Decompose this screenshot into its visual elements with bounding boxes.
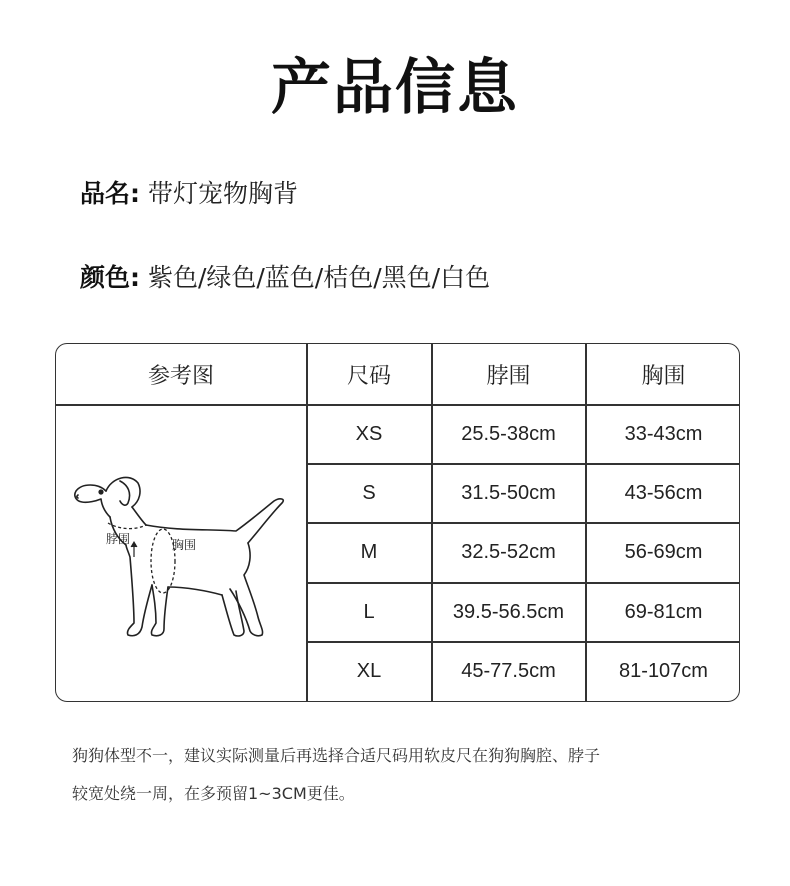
chest-diagram-label: 胸围 bbox=[172, 538, 197, 552]
size-cell: S bbox=[362, 481, 376, 504]
page-title: 产品信息 bbox=[271, 53, 519, 123]
size-cell: M bbox=[360, 541, 378, 563]
dog-outline-icon bbox=[75, 477, 283, 636]
neck-cell: 45-77.5cm bbox=[461, 659, 556, 682]
arrow-head-icon bbox=[131, 542, 137, 547]
size-cell: XL bbox=[356, 659, 382, 682]
product-colors-label: 颜色: bbox=[80, 263, 140, 292]
chest-cell: 69-81cm bbox=[624, 600, 703, 623]
header-neck: 脖围 bbox=[486, 363, 531, 389]
neck-cell: 32.5-52cm bbox=[461, 541, 556, 563]
chest-cell: 56-69cm bbox=[624, 541, 703, 563]
dog-measurement-diagram bbox=[68, 439, 298, 649]
header-size: 尺码 bbox=[346, 363, 391, 389]
neck-cell: 25.5-38cm bbox=[461, 422, 556, 445]
measurement-note-line-1: 狗狗体型不一，建议实际测量后再选择合适尺码用软皮尺在狗狗胸腔、脖子 bbox=[72, 746, 601, 765]
product-colors-value: 紫色/绿色/蓝色/桔色/黑色/白色 bbox=[147, 263, 491, 292]
product-colors-line bbox=[80, 258, 490, 294]
size-cell: XS bbox=[355, 422, 383, 445]
chest-cell: 81-107cm bbox=[619, 659, 708, 682]
chest-cell: 33-43cm bbox=[624, 422, 703, 445]
product-name-line bbox=[80, 174, 298, 210]
chest-cell: 43-56cm bbox=[624, 481, 703, 504]
header-chest: 胸围 bbox=[641, 363, 686, 389]
size-cell: L bbox=[363, 600, 375, 623]
neck-cell: 39.5-56.5cm bbox=[452, 600, 565, 623]
neck-cell: 31.5-50cm bbox=[461, 481, 556, 504]
product-name-label: 品名: bbox=[80, 179, 140, 208]
neck-diagram-label: 脖围 bbox=[106, 532, 131, 546]
product-name-value: 带灯宠物胸背 bbox=[147, 179, 298, 208]
header-reference-image: 参考图 bbox=[147, 363, 214, 389]
measurement-note-line-2: 较宽处绕一周，在多预留1~3CM更佳。 bbox=[72, 784, 355, 803]
size-chart-table bbox=[55, 343, 740, 702]
